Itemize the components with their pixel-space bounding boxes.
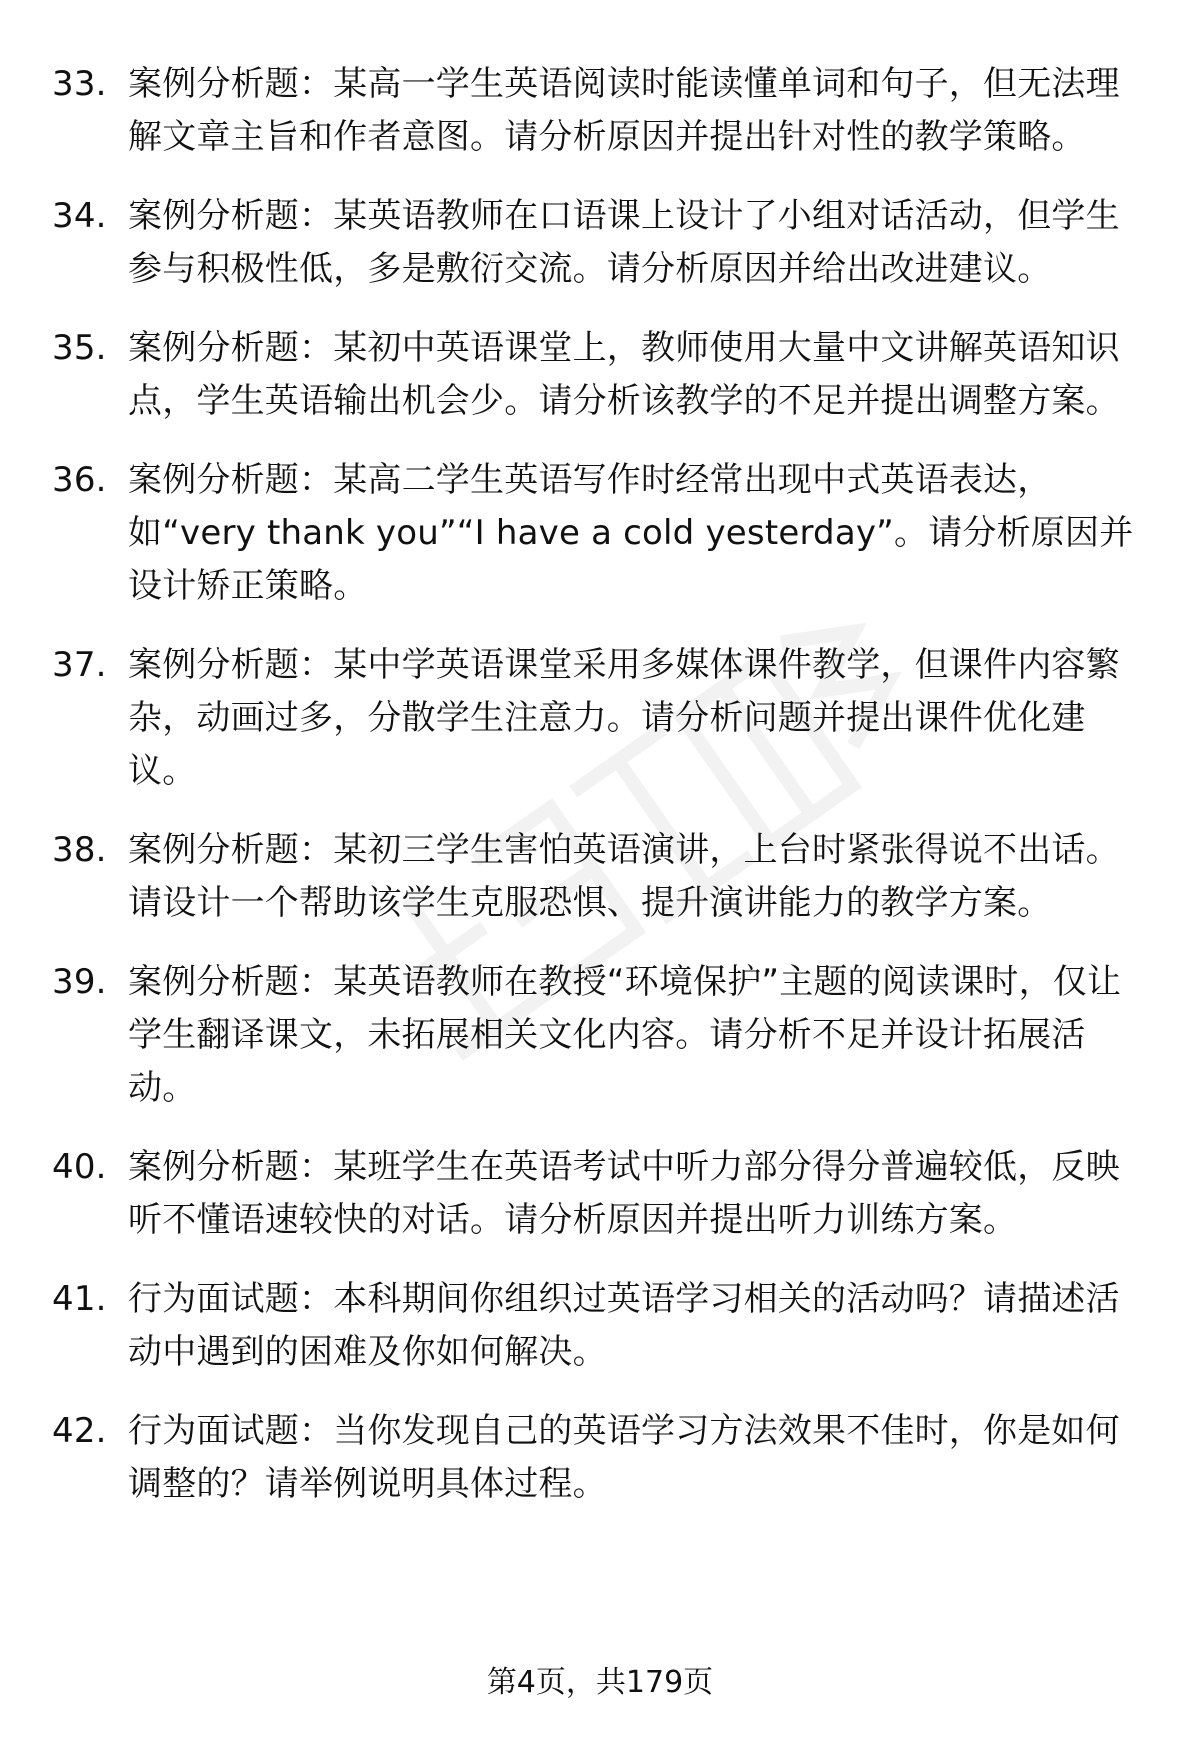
page-indicator: 第4页，共179页: [486, 1665, 714, 1700]
question-item: [52, 190, 1142, 296]
question-number: 34.: [52, 196, 107, 236]
question-number: 35.: [52, 328, 107, 368]
question-text: 案例分析题：某英语教师在口语课上设计了小组对话活动，但学生参与积极性低，多是敷衍交流。请分析原因并给出改进建议。: [128, 196, 1120, 289]
question-text: 案例分析题：某高二学生英语写作时经常出现中式英语表达，如“very thank you”“I have a cold yesterday”。请分析原因并设计矫正策略。: [128, 460, 1134, 606]
question-item: [52, 454, 1142, 613]
question-number: 39.: [52, 962, 107, 1002]
question-text: 案例分析题：某初三学生害怕英语演讲，上台时紧张得说不出话。请设计一个帮助该学生克服恐惧、提升演讲能力的教学方案。: [128, 830, 1120, 923]
question-number: 40.: [52, 1147, 107, 1187]
question-number: 42.: [52, 1411, 107, 1451]
question-item: [52, 1273, 1142, 1379]
question-item: [52, 1405, 1142, 1511]
question-text: 案例分析题：某初中英语课堂上，教师使用大量中文讲解英语知识点，学生英语输出机会少。请分析该教学的不足并提出调整方案。: [128, 328, 1120, 421]
question-item: [52, 1141, 1142, 1247]
question-item: [52, 639, 1142, 798]
question-text: 行为面试题：本科期间你组织过英语学习相关的活动吗？请描述活动中遇到的困难及你如何解决。: [128, 1279, 1120, 1372]
question-item: [52, 956, 1142, 1115]
question-item: [52, 322, 1142, 428]
question-item: [52, 824, 1142, 930]
question-number: 41.: [52, 1279, 107, 1319]
question-number: 36.: [52, 460, 107, 500]
question-number: 37.: [52, 645, 107, 685]
question-text: 案例分析题：某英语教师在教授“环境保护”主题的阅读课时，仅让学生翻译课文，未拓展相关文化内容。请分析不足并设计拓展活动。: [128, 962, 1122, 1108]
question-number: 38.: [52, 830, 107, 870]
interview-question-list: [52, 58, 1142, 1537]
question-text: 案例分析题：某高一学生英语阅读时能读懂单词和句子，但无法理解文章主旨和作者意图。请分析原因并提出针对性的教学策略。: [128, 64, 1120, 157]
question-item: [52, 58, 1142, 164]
question-number: 33.: [52, 64, 107, 104]
question-text: 行为面试题：当你发现自己的英语学习方法效果不佳时，你是如何调整的？请举例说明具体过程。: [128, 1411, 1120, 1504]
question-text: 案例分析题：某中学英语课堂采用多媒体课件教学，但课件内容繁杂，动画过多，分散学生注意力。请分析问题并提出课件优化建议。: [128, 645, 1120, 791]
question-text: 案例分析题：某班学生在英语考试中听力部分得分普遍较低，反映听不懂语速较快的对话。请分析原因并提出听力训练方案。: [128, 1147, 1120, 1240]
